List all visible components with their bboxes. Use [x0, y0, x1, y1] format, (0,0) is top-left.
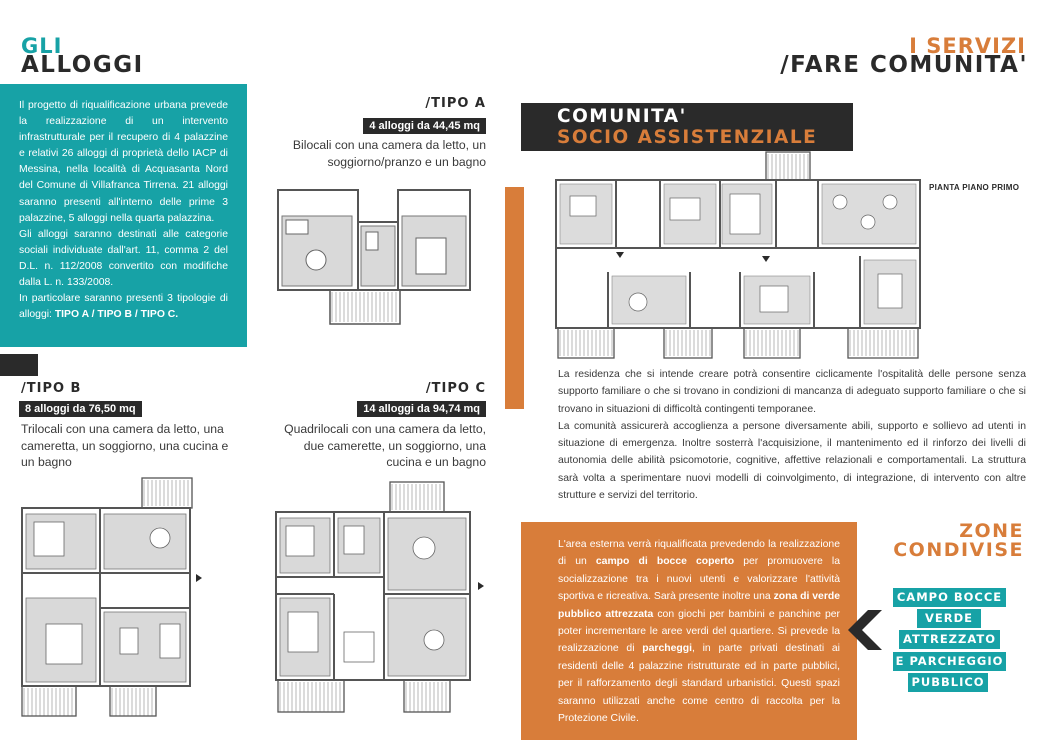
tipo-a-label: /TIPO A — [425, 96, 486, 111]
section-divider-bar — [0, 354, 38, 376]
area-esterna-text — [558, 536, 840, 727]
zone-tag-4: E PARCHEGGIO — [893, 652, 1006, 671]
zone-title-line1: ZONE — [959, 520, 1024, 542]
area-esterna-t1: L'area esterna verrà riqualificata prevedendo la realizzazione di un — [558, 539, 840, 568]
area-esterna-box — [521, 522, 857, 740]
servizi-kicker: I SERVIZI — [909, 34, 1026, 58]
tipo-b-floor-plan — [20, 478, 202, 718]
comunita-floor-plan — [550, 152, 926, 360]
intro-paragraph-3-lead: In particolare saranno presenti 3 tipologie di alloggi: — [19, 293, 228, 321]
comunita-paragraph-1: La residenza che si intende creare potrà consentire ciclicamente l'ospitalità delle persone senza supporto familiare o che si trovano in condizioni di mancanza di adeguato supporto familiare o che si trovano in situazioni di difficoltà contingenti temporanee. — [558, 369, 1026, 415]
tipo-a-badge: 4 alloggi da 44,45 mq — [363, 118, 486, 134]
tipo-c-badge: 14 alloggi da 94,74 mq — [357, 401, 486, 417]
servizi-title: /FARE COMUNITA' — [780, 52, 1028, 78]
intro-paragraph-2: Gli alloggi saranno destinati alle categorie sociali individuate dall'art. 11, comma 2 del D.L. n. 112/2008 convertito con modifiche dalla L. n. 133/2008. — [19, 228, 228, 289]
tipo-c-description: Quadrilocali con una camera da letto, due camerette, un soggiorno, una cucina e un bagno — [284, 422, 486, 469]
tipo-c-label: /TIPO C — [425, 381, 486, 396]
tipo-a-description: Bilocali con una camera da letto, un soggiorno/pranzo e un bagno — [292, 138, 486, 169]
zone-tag-2: VERDE — [917, 609, 981, 628]
zone-tag-3: ATTREZZATO — [899, 630, 1000, 649]
tipo-b-description: Trilocali con una camera da letto, una cameretta, un soggiorno, una cucina e un bagno — [21, 422, 229, 469]
tipo-b-badge: 8 alloggi da 76,50 mq — [19, 401, 142, 417]
accent-bar — [505, 187, 524, 409]
area-esterna-b3: parcheggi — [642, 643, 692, 655]
zone-tag-1: CAMPO BOCCE — [893, 588, 1006, 607]
alloggi-title: ALLOGGI — [21, 52, 144, 78]
comunita-title-bar — [521, 103, 853, 151]
zone-tag-5: PUBBLICO — [908, 673, 988, 692]
area-esterna-b2: zona di verde pubblico attrezzata — [558, 591, 840, 620]
area-esterna-t4: , in parte privati destinati ai residenti delle 4 palazzine ristrutturate ed in parte pubblici, per il rafforzamento degli standard urbanistici. Questi spazi saranno utilizzati anche come centro di raccolta per la Protezione Civile. — [558, 643, 840, 725]
zone-title-line2: CONDIVISE — [893, 539, 1024, 561]
alloggi-kicker: GLI — [21, 34, 63, 58]
plan-caption: PIANTA PIANO PRIMO — [929, 183, 1020, 192]
intro-tipologie: TIPO A / TIPO B / TIPO C. — [54, 309, 179, 321]
comunita-title-line2: SOCIO ASSISTENZIALE — [557, 127, 818, 148]
area-esterna-t3: con giochi per bambini e panchine per poter incrementare le aree verdi del quartiere. Si prevede la realizzazione di — [558, 608, 840, 655]
chevron-left-icon — [848, 610, 882, 650]
comunita-paragraph-2: La comunità assicurerà accoglienza a persone diversamente abili, supporto e sollievo ad utenti in situazione di emergenza. Inoltre sosterrà l'acquisizione, il mantenimento ed il rinforzo dei livelli di autonomia delle abilità psicomotorie, cognitive, affettive relazionali e comportamentali. La struttura sarà volta a sperimentare nuovi modelli di coinvolgimento, di integrazione, di intervento con altre strutture e servizi del territorio. — [558, 420, 1026, 502]
intro-paragraph-3 — [19, 291, 228, 323]
tipo-b-label: /TIPO B — [21, 381, 82, 396]
intro-paragraph-1: Il progetto di riqualificazione urbana prevede la realizzazione di un intervento infrastrutturale per il recupero di 4 palazzine e relativi 26 alloggi di proprietà dello IACP di Messina, nella località di Acquasanta Nord del Comune di Villafranca Tirrena. 21 alloggi saranno presenti all'interno delle prime 3 palazzine, 5 alloggi nella quarta palazzina. — [19, 100, 228, 224]
area-esterna-t2: per promuovere la socializzazione tra i nuovi utenti e valorizzare l'attività sportiva e ricreativa. Sarà presente inoltre una — [558, 556, 841, 603]
tipo-a-floor-plan — [276, 186, 476, 326]
intro-box — [0, 84, 247, 347]
comunita-title-line1: COMUNITA' — [557, 106, 687, 127]
tipo-c-floor-plan — [274, 482, 484, 714]
area-esterna-b1: campo di bocce coperto — [595, 556, 735, 568]
comunita-description — [558, 366, 1026, 504]
